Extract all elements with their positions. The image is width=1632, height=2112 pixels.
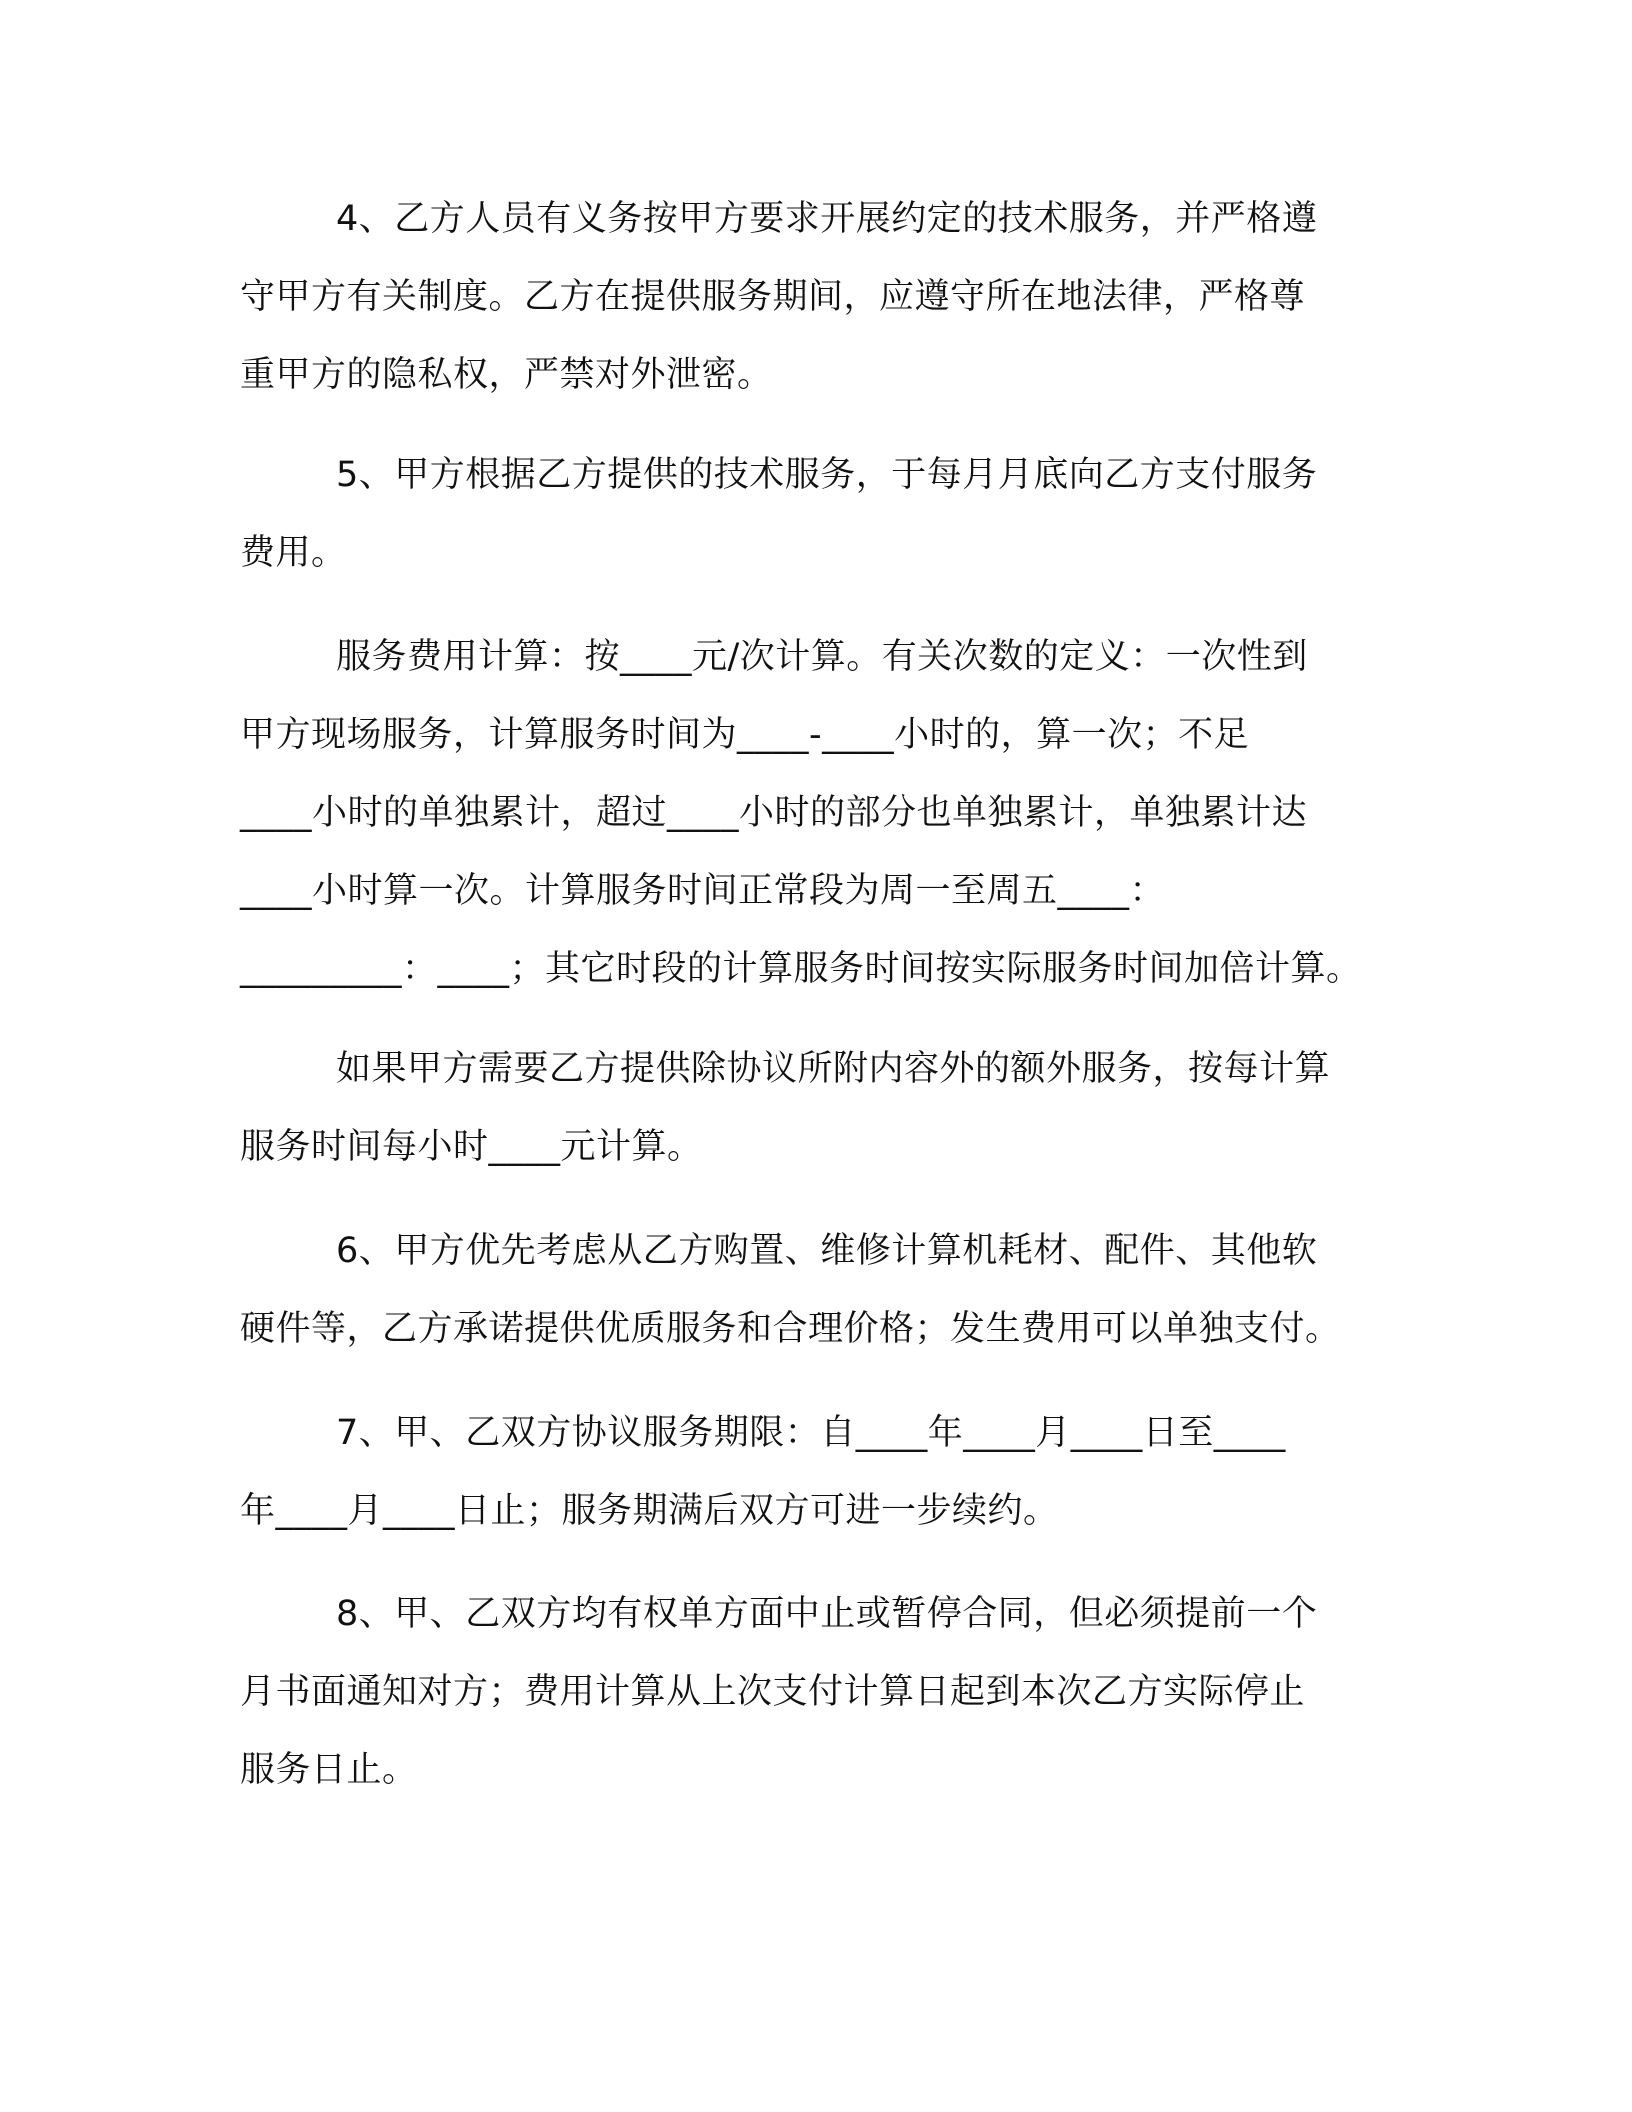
text-line: 服务日止。 — [240, 1750, 418, 1790]
text-line: 费用。 — [240, 533, 347, 573]
text-line: 4、乙方人员有义务按甲方要求开展约定的技术服务，并严格遵 — [336, 199, 1318, 239]
text-line: 重甲方的隐私权，严禁对外泄密。 — [240, 355, 773, 395]
text-line: 8、甲、乙双方均有权单方面中止或暂停合同，但必须提前一个 — [336, 1594, 1318, 1634]
clause-8-paragraph — [240, 1575, 1317, 1809]
text-line: 硬件等，乙方承诺提供优质服务和合理价格；发生费用可以单独支付。 — [240, 1309, 1341, 1349]
text-line: 如果甲方需要乙方提供除协议所附内容外的额外服务，按每计算 — [336, 1049, 1331, 1089]
clause-5-paragraph — [240, 436, 1317, 592]
extra-service-paragraph — [240, 1030, 1330, 1186]
text-line: _________：____；其它时段的计算服务时间按实际服务时间加倍计算。 — [240, 949, 1362, 989]
fee-calculation-paragraph — [240, 618, 1362, 1008]
clause-7-paragraph — [240, 1394, 1286, 1550]
text-line: 守甲方有关制度。乙方在提供服务期间，应遵守所在地法律，严格尊 — [240, 277, 1306, 317]
text-line: ____小时的单独累计，超过____小时的部分也单独累计，单独累计达 — [240, 793, 1308, 833]
clause-6-paragraph — [240, 1212, 1341, 1368]
text-line: 6、甲方优先考虑从乙方购置、维修计算机耗材、配件、其他软 — [336, 1231, 1318, 1271]
clause-4-paragraph — [240, 180, 1317, 414]
text-line: 月书面通知对方；费用计算从上次支付计算日起到本次乙方实际停止 — [240, 1672, 1306, 1712]
text-line: 服务时间每小时____元计算。 — [240, 1127, 703, 1167]
text-line: 5、甲方根据乙方提供的技术服务，于每月月底向乙方支付服务 — [336, 455, 1318, 495]
text-line: 服务费用计算：按____元/次计算。有关次数的定义：一次性到 — [336, 637, 1308, 677]
text-line: 年____月____日止；服务期满后双方可进一步续约。 — [240, 1491, 1059, 1531]
text-line: ____小时算一次。计算服务时间正常段为周一至周五____： — [240, 871, 1166, 911]
text-line: 7、甲、乙双方协议服务期限：自____年____月____日至____ — [336, 1413, 1286, 1453]
text-line: 甲方现场服务，计算服务时间为____-____小时的，算一次；不足 — [240, 715, 1250, 755]
